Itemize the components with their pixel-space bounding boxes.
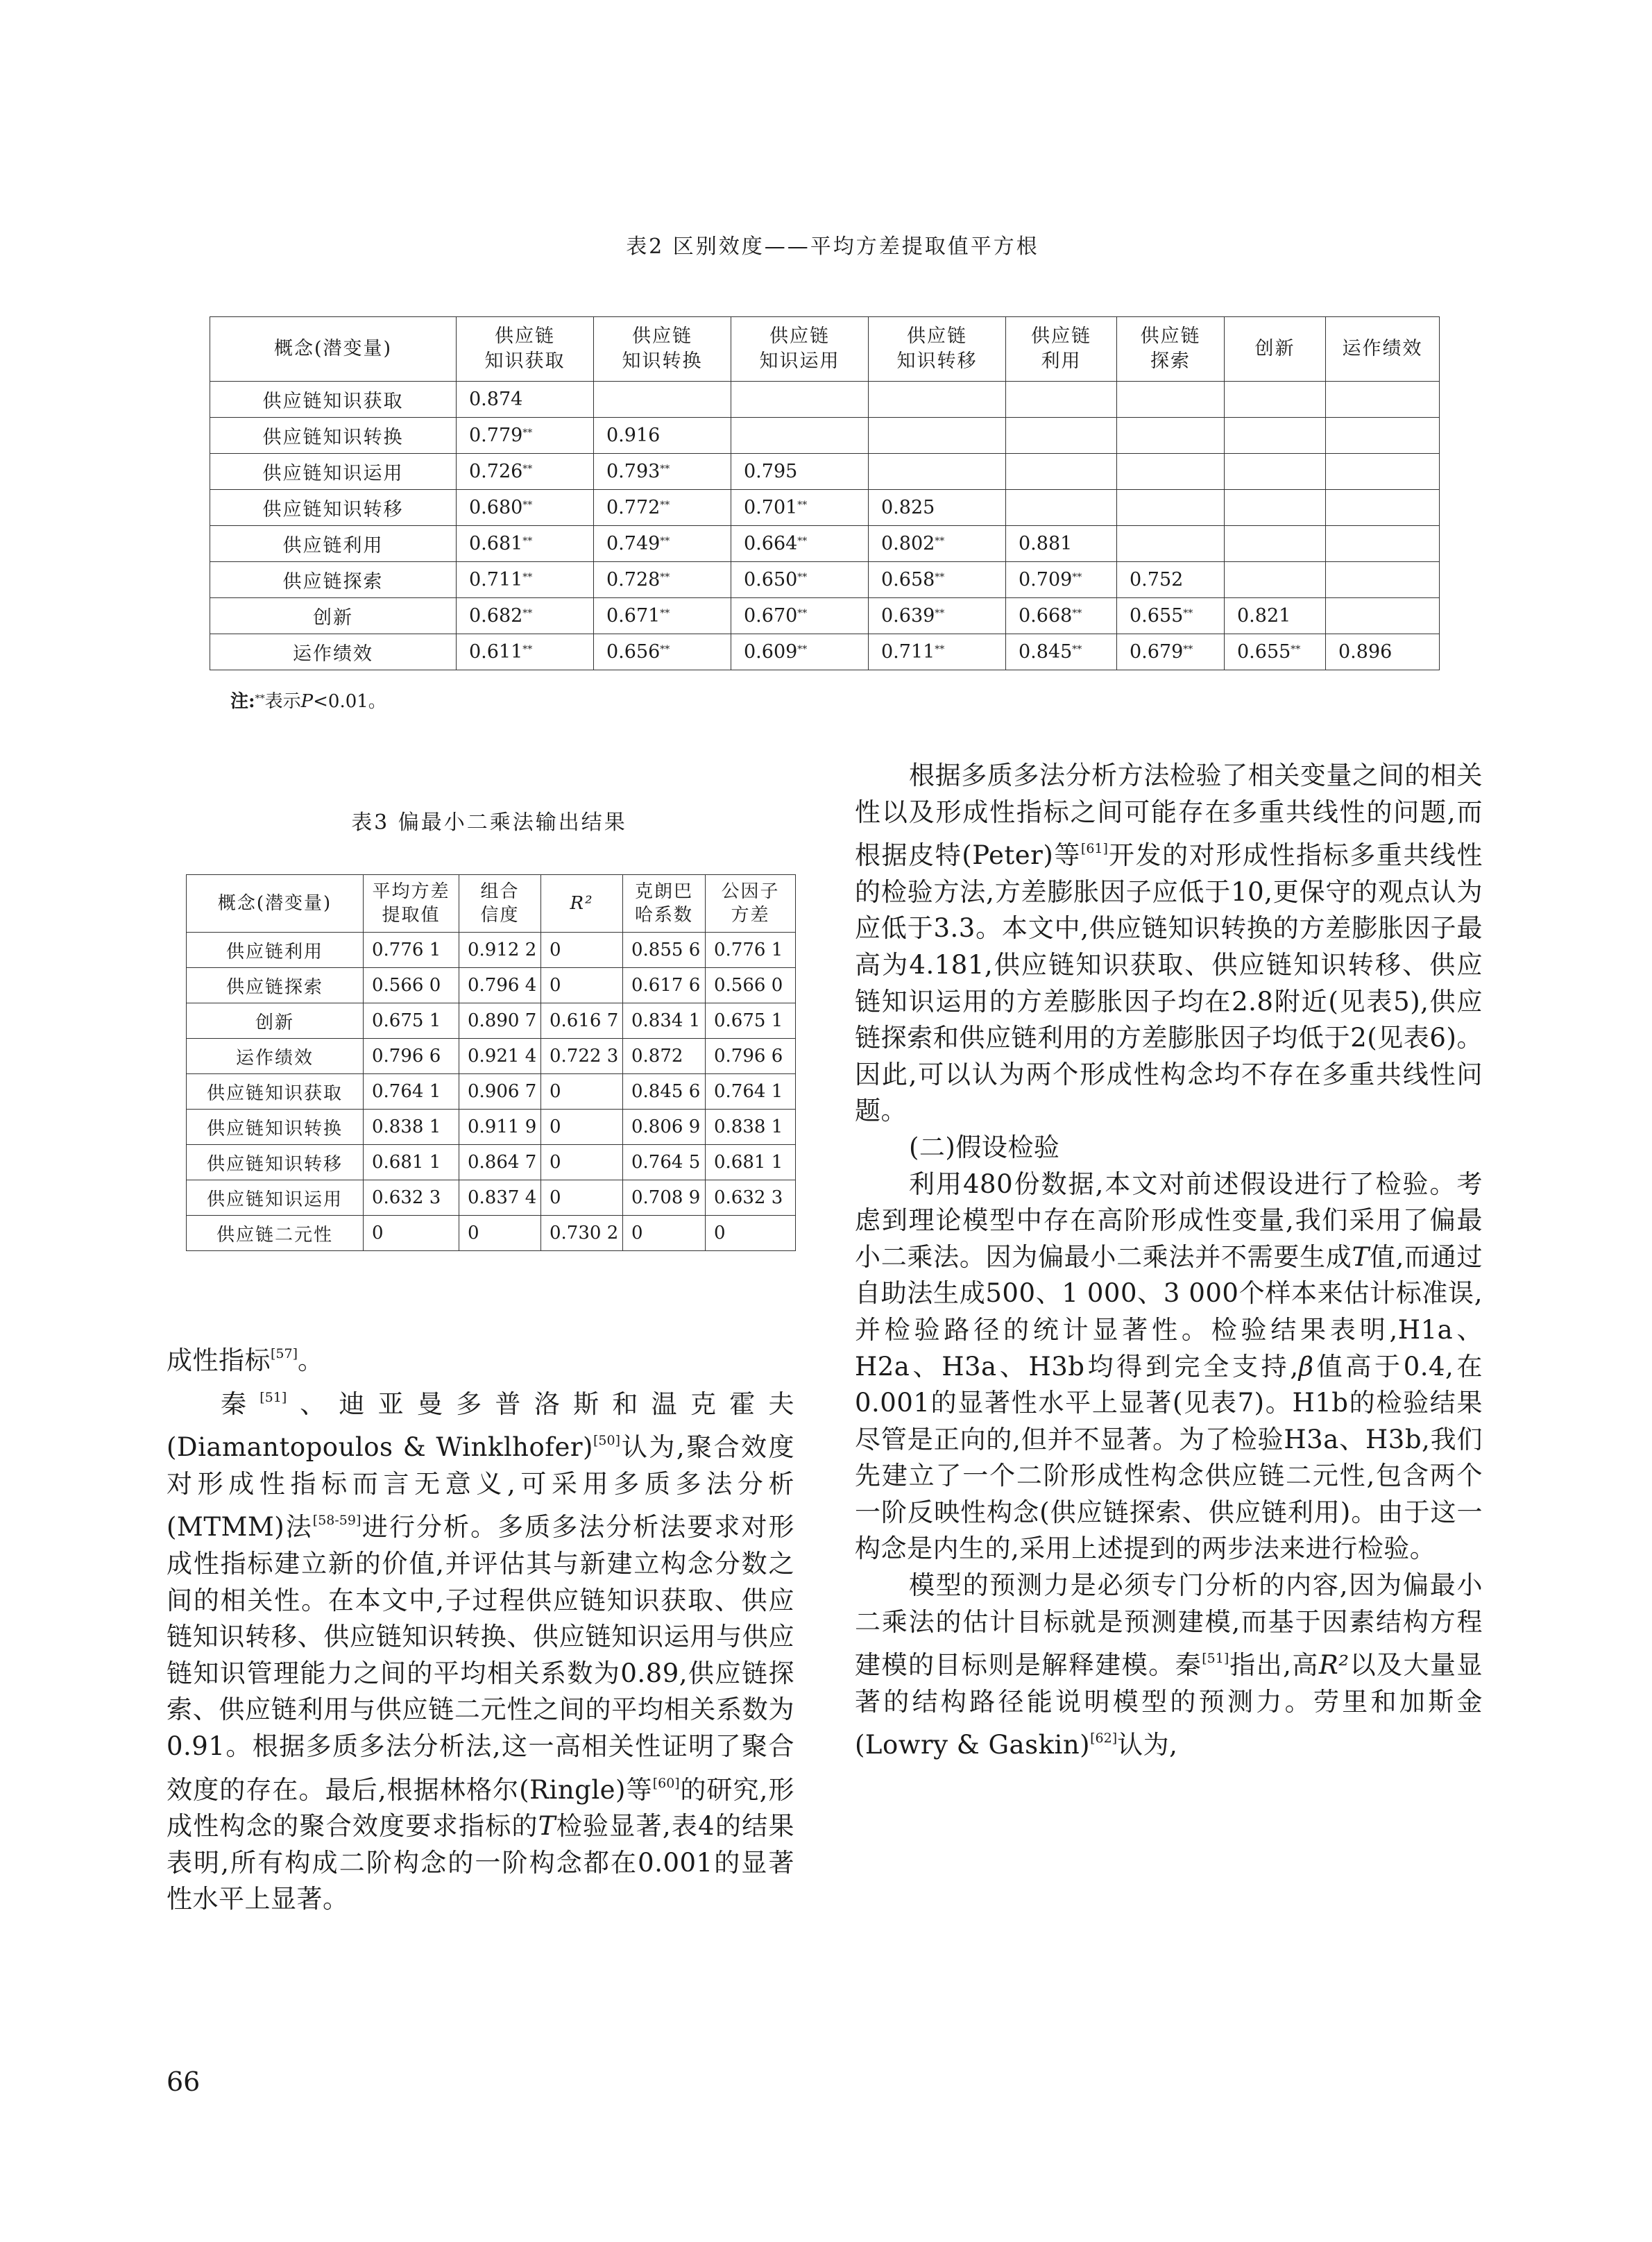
table3-row-label: 供应链知识运用 <box>187 1180 364 1216</box>
table2-caption: 表2 区别效度——平均方差提取值平方根 <box>626 235 1039 259</box>
table3-cell: 0.872 <box>623 1039 706 1074</box>
table3-row-label: 供应链探索 <box>187 968 364 1003</box>
table3-cell: 0.921 4 <box>459 1039 541 1074</box>
table2-row-label: 供应链知识运用 <box>210 454 457 490</box>
table3-cell: 0.675 1 <box>706 1003 796 1039</box>
table3-row-label: 供应链知识获取 <box>187 1074 364 1110</box>
table3-cell: 0.838 1 <box>706 1110 796 1145</box>
table2-cell: 0.916 <box>594 418 731 454</box>
table2-row <box>210 418 1440 454</box>
table2-body <box>210 382 1440 670</box>
table2-cell: 0.711** <box>869 634 1006 670</box>
table2-cell <box>1117 526 1225 562</box>
table2-row-label: 供应链知识获取 <box>210 382 457 418</box>
table3-cell: 0.566 0 <box>706 968 796 1003</box>
table2-cell: 0.728** <box>594 562 731 598</box>
table2-cell <box>1117 490 1225 526</box>
table3-row <box>187 1003 796 1039</box>
table2-header-cell: 运作绩效 <box>1326 317 1440 382</box>
table2-cell <box>1117 382 1225 418</box>
table2-row <box>210 598 1440 634</box>
table3-row <box>187 1180 796 1216</box>
table2-cell <box>1326 418 1440 454</box>
table3-row-label: 创新 <box>187 1003 364 1039</box>
table2-cell: 0.896 <box>1326 634 1440 670</box>
table2-row <box>210 562 1440 598</box>
table2-cell: 0.709** <box>1006 562 1117 598</box>
table3-cell: 0 <box>364 1216 459 1251</box>
table3-cell: 0 <box>541 968 623 1003</box>
table2-cell <box>1225 490 1326 526</box>
table2-header-cell: 供应链 知识转换 <box>594 317 731 382</box>
table2-cell <box>731 382 869 418</box>
table2-header-row <box>210 317 1440 382</box>
right-paragraph-2: 利用480份数据,本文对前述假设进行了检验。考虑到理论模型中存在高阶形成性变量,我们采用了偏最小二乘法。因为偏最小二乘法并不需要生成T值,而通过自助法生成500、1 000、3 000个样本来估计标准误,并检验路径的统计显著性。检验结果表明,H1a、H2a、H3a、H3b均得到完全支持,β值高于0.4,在0.001的显著性水平上显著(见表7)。H1b的检验结果尽管是正向的,但并不显著。为了检验H3a、H3b,我们先建立了一个二阶形成性构念供应链二元性,包含两个一阶反映性构念(供应链探索、供应链利用)。由于这一构念是内生的,采用上述提到的两步法来进行检验。 <box>855 1169 1483 1564</box>
table3-cell: 0.764 5 <box>623 1145 706 1180</box>
table2-cell: 0.680** <box>457 490 594 526</box>
table3-cell: 0 <box>541 1145 623 1180</box>
table2-row <box>210 526 1440 562</box>
table2-cell: 0.609** <box>731 634 869 670</box>
table2-cell <box>1326 562 1440 598</box>
table3-row <box>187 968 796 1003</box>
table2-row-label: 供应链知识转换 <box>210 418 457 454</box>
table3-cell: 0 <box>541 1110 623 1145</box>
table3-cell: 0.764 1 <box>706 1074 796 1110</box>
table3-cell: 0.776 1 <box>706 933 796 968</box>
table2-cell: 0.749** <box>594 526 731 562</box>
table2-row <box>210 634 1440 670</box>
table3-row <box>187 933 796 968</box>
table3-header-cell: 平均方差 提取值 <box>364 875 459 933</box>
table2-cell <box>731 418 869 454</box>
table3-cell: 0.675 1 <box>364 1003 459 1039</box>
table2-header-cell: 供应链 探索 <box>1117 317 1225 382</box>
table2-cell <box>1117 454 1225 490</box>
table2-cell <box>869 382 1006 418</box>
table2-cell <box>1225 382 1326 418</box>
table3-cell: 0.764 1 <box>364 1074 459 1110</box>
table3-cell: 0.566 0 <box>364 968 459 1003</box>
table3-row-label: 运作绩效 <box>187 1039 364 1074</box>
table3-cell: 0.864 7 <box>459 1145 541 1180</box>
table3-cell: 0.806 9 <box>623 1110 706 1145</box>
table3-cell: 0.730 2 <box>541 1216 623 1251</box>
table3-header-cell: 概念(潜变量) <box>187 875 364 933</box>
table2-cell: 0.701** <box>731 490 869 526</box>
table2-cell <box>1225 562 1326 598</box>
table3-cell: 0.906 7 <box>459 1074 541 1110</box>
table2-note: 注:**表示P<0.01。 <box>230 691 386 712</box>
table3-cell: 0.855 6 <box>623 933 706 968</box>
right-paragraph-1: 根据多质多法分析方法检验了相关变量之间的相关性以及形成性指标之间可能存在多重共线性的问题,而根据皮特(Peter)等[61]开发的对形成性指标多重共线性的检验方法,方差膨胀因子应低于10,更保守的观点认为应低于3.3。本文中,供应链知识转换的方差膨胀因子最高为4.181,供应链知识获取、供应链知识转移、供应链知识运用的方差膨胀因子均在2.8附近(见表5),供应链探索和供应链利用的方差膨胀因子均低于2(见表6)。因此,可以认为两个形成性构念均不存在多重共线性问题。 <box>855 761 1483 1126</box>
table3-header-cell: 组合 信度 <box>459 875 541 933</box>
table3-cell: 0 <box>541 933 623 968</box>
table2-cell: 0.656** <box>594 634 731 670</box>
table3-cell: 0 <box>541 1074 623 1110</box>
table2-cell: 0.795 <box>731 454 869 490</box>
left-paragraph-2: 秦[51]、迪亚曼多普洛斯和温克霍夫(Diamantopoulos & Winklhofer)[50]认为,聚合效度对形成性指标而言无意义,可采用多质多法分析(MTMM)法[58-59]进行分析。多质多法分析法要求对形成性指标建立新的价值,并评估其与新建立构念分数之间的相关性。在本文中,子过程供应链知识获取、供应链知识转移、供应链知识转换、供应链知识运用与供应链知识管理能力之间的平均相关系数为0.89,供应链探索、供应链利用与供应链二元性之间的平均相关系数为0.91。根据多质多法分析法,这一高相关性证明了聚合效度的存在。最后,根据林格尔(Ringle)等[60]的研究,形成性构念的聚合效度要求指标的T检验显著,表4的结果表明,所有构成二阶构念的一阶构念都在0.001的显著性水平上显著。 <box>167 1388 795 1914</box>
table2-cell: 0.682** <box>457 598 594 634</box>
table2-cell <box>1225 526 1326 562</box>
table2-cell: 0.825 <box>869 490 1006 526</box>
table3-row-label: 供应链知识转换 <box>187 1110 364 1145</box>
left-paragraph-1: 成性指标[57]。 <box>167 1345 324 1375</box>
table2-cell: 0.845** <box>1006 634 1117 670</box>
table2-cell <box>1326 382 1440 418</box>
table2-row <box>210 490 1440 526</box>
table2-row-label: 创新 <box>210 598 457 634</box>
table2-row <box>210 382 1440 418</box>
table2-cell: 0.711** <box>457 562 594 598</box>
table3-header-cell: 克朗巴 哈系数 <box>623 875 706 933</box>
table3-row-label: 供应链知识转移 <box>187 1145 364 1180</box>
table2-cell: 0.671** <box>594 598 731 634</box>
table3-cell: 0 <box>706 1216 796 1251</box>
table3-row-label: 供应链利用 <box>187 933 364 968</box>
table2-cell: 0.670** <box>731 598 869 634</box>
table2-cell: 0.655** <box>1117 598 1225 634</box>
table2-cell: 0.679** <box>1117 634 1225 670</box>
table2-cell <box>1225 418 1326 454</box>
table2 <box>210 316 1440 670</box>
table3-body <box>187 933 796 1251</box>
table3-cell: 0.796 6 <box>364 1039 459 1074</box>
table3-cell: 0.632 3 <box>364 1180 459 1216</box>
table2-cell <box>1326 490 1440 526</box>
table2-header-cell: 创新 <box>1225 317 1326 382</box>
table2-cell: 0.655** <box>1225 634 1326 670</box>
table3-row <box>187 1074 796 1110</box>
table3-cell: 0 <box>623 1216 706 1251</box>
table2-row-label: 供应链利用 <box>210 526 457 562</box>
table3-cell: 0.681 1 <box>706 1145 796 1180</box>
table2-cell <box>1006 490 1117 526</box>
table3-row <box>187 1039 796 1074</box>
table2-cell: 0.611** <box>457 634 594 670</box>
table3-row <box>187 1145 796 1180</box>
table3-cell: 0.632 3 <box>706 1180 796 1216</box>
table2-cell: 0.821 <box>1225 598 1326 634</box>
table3-caption: 表3 偏最小二乘法输出结果 <box>351 810 627 835</box>
section-heading: (二)假设检验 <box>909 1132 1060 1162</box>
table3-cell: 0.796 4 <box>459 968 541 1003</box>
table3-cell: 0.834 1 <box>623 1003 706 1039</box>
table2-cell <box>1117 418 1225 454</box>
table2-cell: 0.779** <box>457 418 594 454</box>
table2-cell: 0.881 <box>1006 526 1117 562</box>
table2-cell <box>1006 382 1117 418</box>
table2-cell <box>1326 526 1440 562</box>
table3-cell: 0.796 6 <box>706 1039 796 1074</box>
table3-cell: 0.890 7 <box>459 1003 541 1039</box>
table2-cell <box>1326 454 1440 490</box>
table2-header-cell: 供应链 利用 <box>1006 317 1117 382</box>
table2-cell: 0.658** <box>869 562 1006 598</box>
table3-cell: 0.837 4 <box>459 1180 541 1216</box>
table3-cell: 0.708 9 <box>623 1180 706 1216</box>
table2-cell: 0.650** <box>731 562 869 598</box>
table2-header-cell: 供应链 知识获取 <box>457 317 594 382</box>
table3-cell: 0.617 6 <box>623 968 706 1003</box>
table3-header-row <box>187 875 796 933</box>
table3-cell: 0.912 2 <box>459 933 541 968</box>
table2-cell: 0.668** <box>1006 598 1117 634</box>
right-column-text <box>855 758 1483 1764</box>
table3-row <box>187 1216 796 1251</box>
table2-cell <box>1225 454 1326 490</box>
table3-row <box>187 1110 796 1145</box>
right-paragraph-3: 模型的预测力是必须专门分析的内容,因为偏最小二乘法的估计目标就是预测建模,而基于因素结构方程建模的目标则是解释建模。秦[51]指出,高R²以及大量显著的结构路径能说明模型的预测力。劳里和加斯金(Lowry & Gaskin)[62]认为, <box>855 1570 1483 1760</box>
table3-cell: 0.776 1 <box>364 933 459 968</box>
table2-header-cell: 供应链 知识转移 <box>869 317 1006 382</box>
table3 <box>186 874 796 1251</box>
table3-row-label: 供应链二元性 <box>187 1216 364 1251</box>
table2-cell <box>869 418 1006 454</box>
table2-cell <box>1326 598 1440 634</box>
table2-row-label: 供应链探索 <box>210 562 457 598</box>
table2-cell: 0.874 <box>457 382 594 418</box>
table2-cell <box>1006 454 1117 490</box>
table3-cell: 0.845 6 <box>623 1074 706 1110</box>
table2-cell: 0.681** <box>457 526 594 562</box>
table3-header-cell: 公因子 方差 <box>706 875 796 933</box>
table2-cell <box>1006 418 1117 454</box>
table2-cell <box>594 382 731 418</box>
table2-cell: 0.802** <box>869 526 1006 562</box>
table2-row-label: 供应链知识转移 <box>210 490 457 526</box>
table3-cell: 0.838 1 <box>364 1110 459 1145</box>
table3-cell: 0.911 9 <box>459 1110 541 1145</box>
page-number: 66 <box>167 2066 201 2097</box>
table2-cell: 0.639** <box>869 598 1006 634</box>
table2-cell: 0.726** <box>457 454 594 490</box>
left-column-text <box>167 1336 794 1918</box>
table3-cell: 0.616 7 <box>541 1003 623 1039</box>
table2-cell: 0.664** <box>731 526 869 562</box>
table2-cell: 0.752 <box>1117 562 1225 598</box>
table3-cell: 0 <box>541 1180 623 1216</box>
table2-cell: 0.793** <box>594 454 731 490</box>
table3-cell: 0 <box>459 1216 541 1251</box>
table3-cell: 0.681 1 <box>364 1145 459 1180</box>
table3-cell: 0.722 3 <box>541 1039 623 1074</box>
table2-row <box>210 454 1440 490</box>
table2-row-label: 运作绩效 <box>210 634 457 670</box>
table2-cell: 0.772** <box>594 490 731 526</box>
table2-cell <box>869 454 1006 490</box>
table2-header-cell: 概念(潜变量) <box>210 317 457 382</box>
table2-header-cell: 供应链 知识运用 <box>731 317 869 382</box>
table3-header-cell: R² <box>541 875 623 933</box>
